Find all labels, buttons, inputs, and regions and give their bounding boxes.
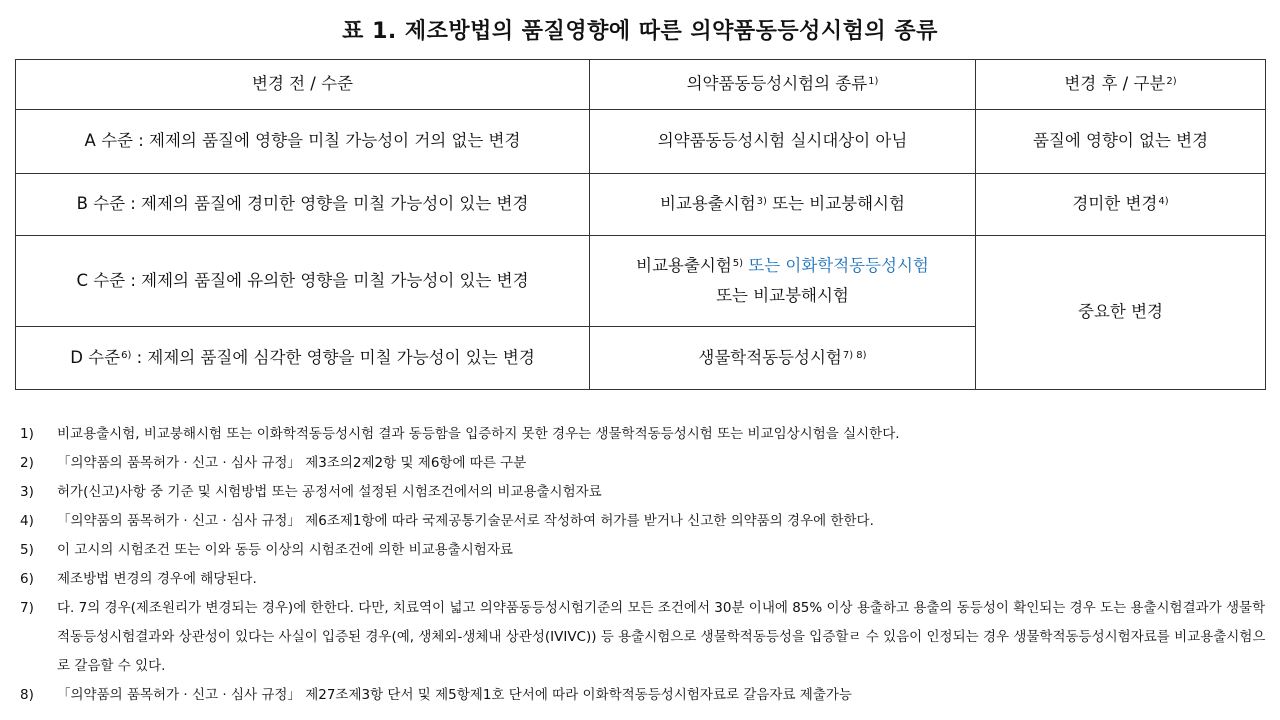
footnote-item: 5) 이 고시의 시험조건 또는 이와 동등 이상의 시험조건에 의한 비교용출시험자료	[20, 542, 513, 558]
header-after-category: 변경 후 / 구분$^{2)}$	[976, 60, 1266, 110]
footnote-item: 4) 「의약품의 품목허가 · 신고 · 심사 규정」 제6조제1항에 따라 국제공통기술문서로 작성하여 허가를 받거나 신고한 의약품의 경우에 한한다.	[20, 513, 874, 529]
footnote-ref: 7) 8)	[842, 349, 867, 361]
test-cell: 비교용출시험$^{5)}$ 또는 이화학적동등성시험 또는 비교붕해시험	[590, 236, 976, 327]
footnote-item: 3) 허가(신고)사항 중 기준 및 시험방법 또는 공정서에 설정된 시험조건에서의 비교용출시험자료	[20, 484, 602, 500]
footnote-item: 1) 비교용출시험, 비교붕해시험 또는 이화학적동등성시험 결과 동등함을 입증하지 못한 경우는 생물학적동등성시험 또는 비교임상시험을 실시한다.	[20, 426, 900, 442]
footnotes	[20, 420, 1275, 710]
table-row-a	[16, 110, 1266, 174]
level-cell: B 수준 : 제제의 품질에 경미한 영향을 미칠 가능성이 있는 변경	[16, 174, 590, 236]
highlighted-text: 또는 이화학적동등성시험	[743, 255, 929, 275]
equivalence-test-table	[15, 59, 1266, 390]
footnote-ref: 4)	[1158, 196, 1169, 208]
test-cell: 생물학적동등성시험$^{7) 8)}$	[590, 327, 976, 390]
level-cell: C 수준 : 제제의 품질에 유의한 영향을 미칠 가능성이 있는 변경	[16, 236, 590, 327]
table-row-b	[16, 174, 1266, 236]
category-cell: 경미한 변경$^{4)}$	[976, 174, 1266, 236]
footnote-item: 7) 다. 7의 경우(제조원리가 변경되는 경우)에 한한다. 다만, 치료역이 넓고 의약품동등성시험기준의 모든 조건에서 30분 이내에 85% 이상 용출하고 용출의 동등성이 확인되는 경우 도는 용출시험결과가 생물학적동등성시험결과와 상관성이 있다는 사실이 입증된 경우(예, 생체외-생체내 상관성(IVIVC)) 등 용출시험으로 생물학적동등성을 입증할ㄹ 수 있음이 인정되는 경우 생물학적동등성시험자료를 비교용출시험으로 갈음할 수 있다.	[20, 600, 1266, 674]
test-cell: 의약품동등성시험 실시대상이 아님	[590, 110, 976, 174]
level-cell: A 수준 : 제제의 품질에 영향을 미칠 가능성이 거의 없는 변경	[16, 110, 590, 174]
footnote-ref: 5)	[732, 257, 744, 269]
footnote-ref: 6)	[121, 349, 132, 361]
table-row-c	[16, 236, 1266, 327]
table-title: 표 1. 제조방법의 품질영향에 따른 의약품동등성시험의 종류	[342, 19, 938, 44]
footnote-ref: 1)	[868, 76, 879, 88]
table-header-row	[16, 60, 1266, 110]
level-cell: D 수준$^{6)}$ : 제제의 품질에 심각한 영향을 미칠 가능성이 있는 변경	[16, 327, 590, 390]
footnote-item: 2) 「의약품의 품목허가 · 신고 · 심사 규정」 제3조의2제2항 및 제6항에 따른 구분	[20, 455, 527, 471]
header-test-types: 의약품동등성시험의 종류$^{1)}$	[590, 60, 976, 110]
category-cell-merged: 중요한 변경	[976, 236, 1266, 390]
category-cell: 품질에 영향이 없는 변경	[976, 110, 1266, 174]
footnote-item: 8) 「의약품의 품목허가 · 신고 · 심사 규정」 제27조제3항 단서 및 제5항제1호 단서에 따라 이화학적동등성시험자료로 갈음자료 제출가능	[20, 687, 852, 703]
footnote-ref: 2)	[1166, 76, 1177, 88]
footnote-ref: 3)	[756, 196, 767, 208]
header-before-level: 변경 전 / 수준	[16, 60, 590, 110]
footnote-item: 6) 제조방법 변경의 경우에 해당된다.	[20, 571, 257, 587]
test-cell: 비교용출시험$^{3)}$ 또는 비교붕해시험	[590, 174, 976, 236]
